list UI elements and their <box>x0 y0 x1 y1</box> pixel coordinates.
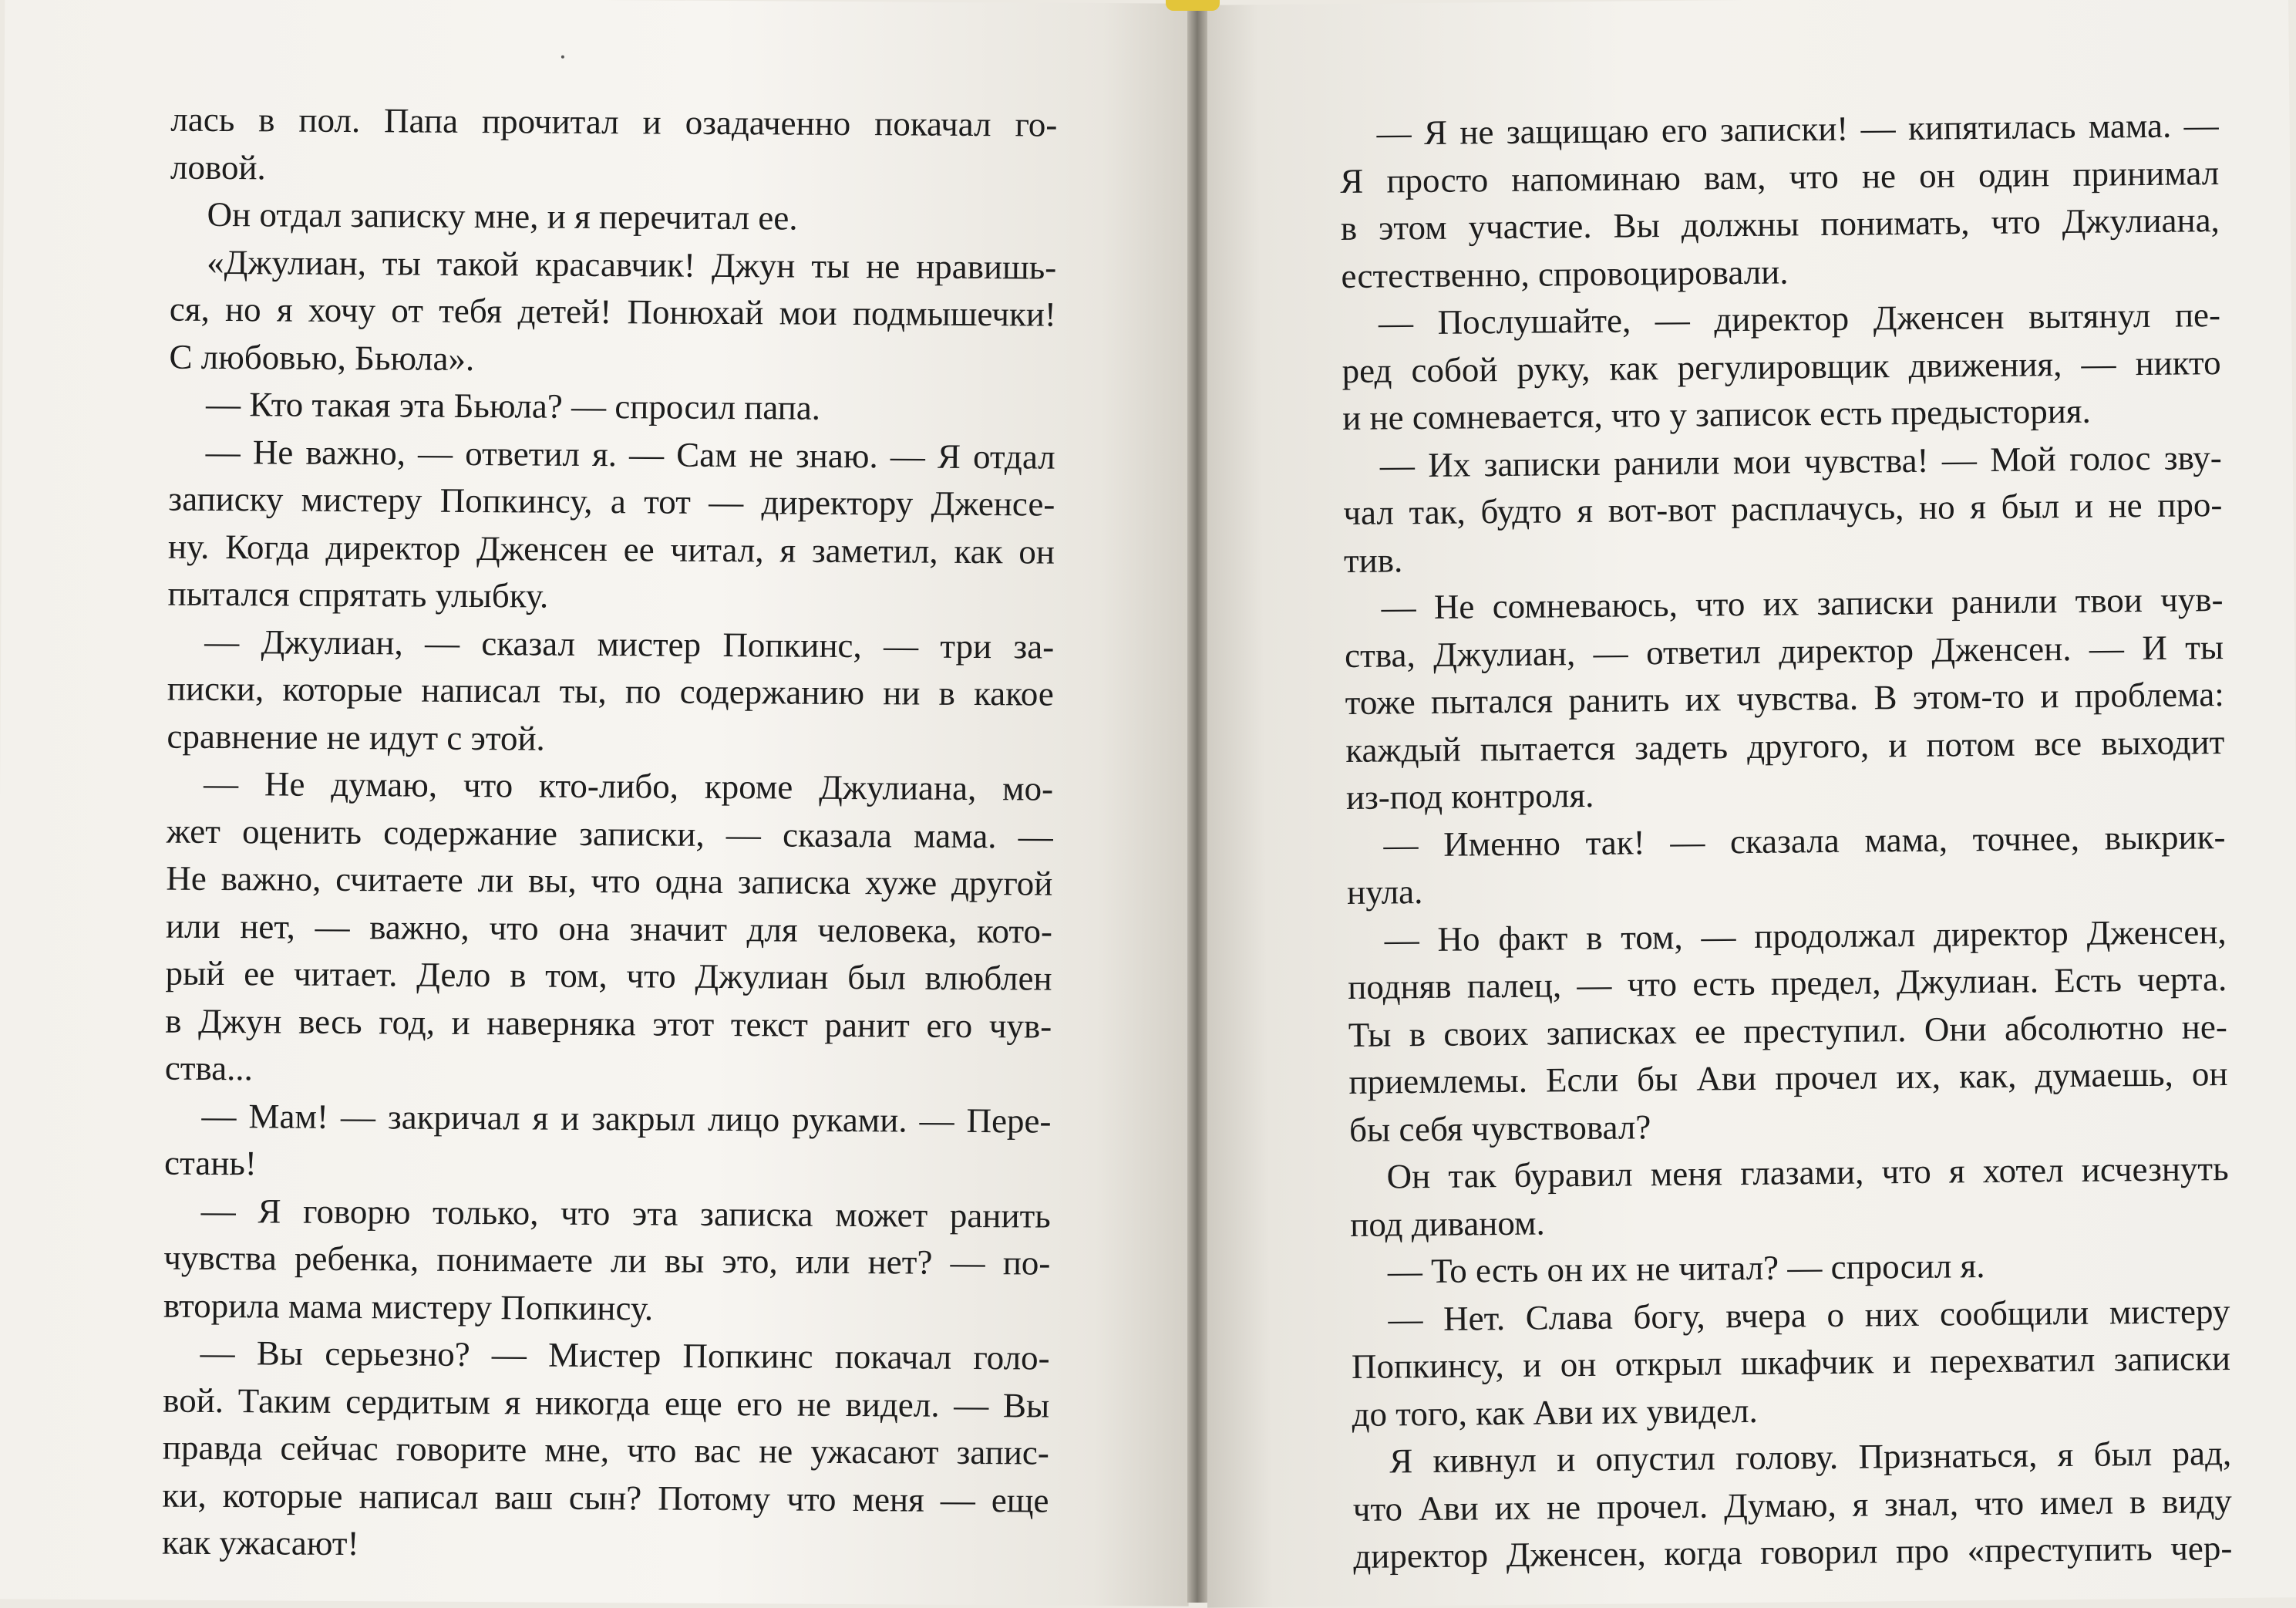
text-line: вторила мама мистеру Попкинсу. <box>163 1286 654 1327</box>
text-line: ну. Когда директор Дженсен ее читал, я заметил, как он <box>167 527 1055 571</box>
text-line: рый ее читает. Дело в том, что Джулиан был влюблен <box>165 953 1052 998</box>
text-line: — Вы серьезно? — Мистер Попкинс покачал голо- <box>200 1333 1050 1377</box>
text-line: из-под контроля. <box>1345 775 1594 817</box>
text-line: тоже пытался ранить их чувства. В этом-то и проблема: <box>1345 675 2224 723</box>
text-line: или нет, — важно, что она значит для человека, кото- <box>165 906 1053 951</box>
text-line: что Ави их не прочел. Думаю, я знал, что имел в виду <box>1352 1481 2232 1529</box>
text-line: «Джулиан, ты такой красавчик! Джун ты не нравишь- <box>207 242 1057 287</box>
text-line: — Джулиан, — сказал мистер Попкинс, — три за- <box>204 622 1055 666</box>
text-line: вой. Таким сердитым я никогда еще его не видел. — Вы <box>163 1380 1050 1425</box>
text-line: — То есть он их не читал? — спросил я. <box>1387 1246 1985 1291</box>
text-line: Он отдал записку мне, и я перечитал ее. <box>207 194 798 238</box>
text-line: нула. <box>1346 872 1423 912</box>
text-line: пытался спрятать улыбку. <box>167 574 549 615</box>
text-line: — Не важно, — ответил я. — Сам не знаю. — Я отдал <box>205 432 1055 477</box>
right-page <box>1192 0 2296 1608</box>
right-page-text <box>1339 102 2232 1580</box>
text-line: естественно, спровоцировали. <box>1341 251 1789 295</box>
text-line: — Нет. Слава богу, вчера о них сообщили мистеру <box>1388 1291 2230 1339</box>
text-line: ства, Джулиан, — ответил директор Дженсен. — И ты <box>1344 627 2224 675</box>
text-line: бы себя чувствовал? <box>1348 1107 1651 1149</box>
text-line: лась в пол. Папа прочитал и озадаченно покачал го- <box>170 99 1058 144</box>
text-line: сравнение не идут с этой. <box>167 716 545 758</box>
text-line: — Не сомневаюсь, что их записки ранили твои чув- <box>1381 580 2224 627</box>
text-line: директор Дженсен, когда говорил про «преступить чер- <box>1353 1529 2233 1576</box>
text-line: — Послушайте, — директор Дженсен вытянул пе- <box>1378 295 2221 342</box>
text-line: чал так, будто я вот-вот расплачусь, но я был и не про- <box>1343 485 2223 533</box>
text-line: — Именно так! — сказала мама, точнее, выкрик- <box>1383 817 2226 865</box>
text-line: ся, но я хочу от тебя детей! Понюхай мои подмышечки! <box>169 289 1057 334</box>
text-line: писки, которые написал ты, по содержанию ни в какое <box>167 669 1055 713</box>
bookmark-tab <box>1166 0 1220 11</box>
text-line: в Джун весь год, и наверняка этот текст ранит его чув- <box>165 1001 1052 1046</box>
text-line: — Я говорю только, что эта записка может ранить <box>200 1191 1051 1235</box>
text-line: — Их записки ранили мои чувства! — Мой голос зву- <box>1379 437 2222 485</box>
text-line: правда сейчас говорите мне, что вас не ужасают запис- <box>162 1428 1050 1472</box>
text-line: Я просто напоминаю вам, что не он один принимал <box>1340 153 2220 201</box>
left-page-text <box>162 96 1058 1572</box>
text-line: Он так буравил меня глазами, что я хотел исчезнуть <box>1386 1149 2229 1196</box>
text-line: как ужасают! <box>161 1522 359 1563</box>
text-line: ред собой руку, как регулировщик движения, — никто <box>1342 342 2221 390</box>
text-line: — Но факт в том, — продолжал директор Дженсен, <box>1384 912 2227 959</box>
text-line: подняв палец, — что есть предел, Джулиан. Есть черта. <box>1348 959 2227 1006</box>
text-line: до того, как Ави их увидел. <box>1352 1391 1758 1434</box>
text-line: ства... <box>164 1048 254 1088</box>
text-line: С любовью, Бьюла». <box>169 337 475 378</box>
text-line: — Мам! — закричал я и закрыл лицо руками. — Пере- <box>201 1096 1052 1141</box>
text-line: каждый пытается задеть другого, и потом все выходит <box>1345 722 2225 770</box>
text-line: ки, которые написал ваш сын? Потому что меня — еще <box>162 1475 1049 1520</box>
text-line: жет оценить содержание записки, — сказала мама. — <box>166 811 1053 856</box>
text-line: в этом участие. Вы должны понимать, что Джулиана, <box>1340 201 2220 248</box>
text-line: Не важно, считаете ли вы, что одна записка хуже другой <box>166 858 1053 903</box>
text-line: под диваном. <box>1350 1203 1545 1244</box>
text-line: и не сомневается, что у записок есть предыстория. <box>1342 391 2091 438</box>
text-line: — Не думаю, что кто-либо, кроме Джулиана, мо- <box>203 764 1054 808</box>
text-line: чувства ребенка, понимаете ли вы это, или нет? — по- <box>163 1238 1051 1283</box>
text-line: — Кто такая эта Бьюла? — спросил папа. <box>205 384 821 427</box>
text-line: Я кивнул и опустил голову. Признаться, я был рад, <box>1389 1434 2232 1481</box>
text-line: ловой. <box>170 147 266 187</box>
text-line: записку мистеру Попкинсу, а тот — директору Дженсе- <box>168 479 1055 524</box>
text-line: тив. <box>1343 540 1403 580</box>
text-line: — Я не защищаю его записки! — кипятилась мама. — <box>1376 106 2219 153</box>
text-line: Ты в своих записках ее преступил. Они абсолютно не- <box>1348 1006 2228 1054</box>
paper-speck <box>561 56 564 59</box>
book-gutter <box>1187 0 1207 1603</box>
text-line: Попкинсу, и он открыл шкафчик и перехватил записки <box>1351 1339 2231 1386</box>
text-line: приемлемы. Если бы Ави прочел их, как, думаешь, он <box>1348 1054 2228 1101</box>
text-line: стань! <box>163 1143 258 1183</box>
